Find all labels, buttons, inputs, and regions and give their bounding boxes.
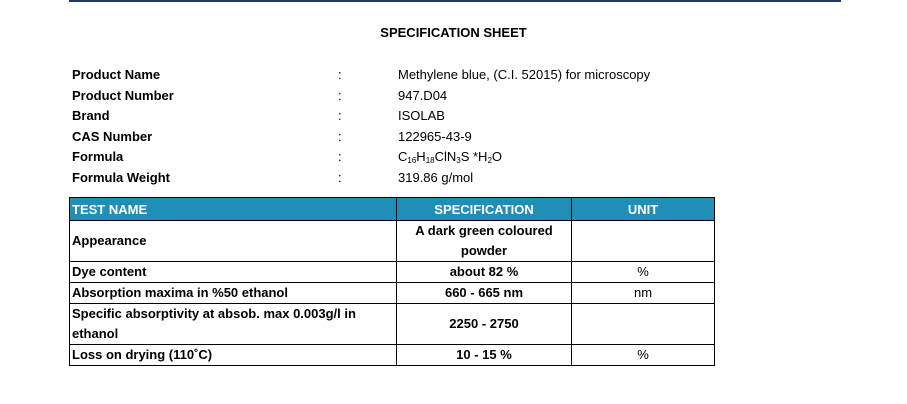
info-row-cas-number	[72, 127, 752, 148]
table-row	[70, 345, 715, 366]
info-colon: :	[338, 149, 342, 165]
info-row-product-number	[72, 86, 752, 107]
info-value: Methylene blue, (C.I. 52015) for microscopy	[398, 67, 651, 82]
info-label: CAS Number	[72, 128, 153, 144]
test-name-cell: Appearance	[70, 221, 397, 262]
info-value: 319.86 g/mol	[398, 169, 474, 185]
table-row	[70, 221, 715, 262]
unit-cell	[572, 221, 715, 262]
specification-table	[69, 197, 715, 366]
test-name-cell: Dye content	[70, 262, 397, 283]
product-info	[72, 65, 752, 189]
table-row	[70, 304, 715, 345]
table-row	[70, 262, 715, 283]
table-row	[70, 283, 715, 304]
unit-cell: %	[572, 345, 715, 366]
test-name-cell: Absorption maxima in %50 ethanol	[70, 283, 397, 304]
unit-cell: nm	[572, 283, 715, 304]
test-name-cell: Loss on drying (110˚C)	[70, 345, 397, 366]
header-unit: UNIT	[572, 198, 715, 221]
test-name-cell: Specific absorptivity at absob. max 0.003g/l in ethanol	[70, 304, 397, 345]
info-colon: :	[338, 169, 342, 185]
header-specification: SPECIFICATION	[397, 198, 572, 221]
info-colon: :	[338, 67, 342, 82]
header-test-name: TEST NAME	[70, 198, 397, 221]
info-label: Product Number	[72, 87, 174, 103]
info-value: 947.D04	[398, 87, 448, 103]
info-colon: :	[338, 128, 342, 144]
formula-value: $C_{16}H_{18}ClN_3S$ $*H_2O$	[398, 149, 503, 166]
info-row-formula	[72, 147, 752, 168]
info-label: Formula Weight	[72, 169, 170, 185]
unit-cell: %	[572, 262, 715, 283]
specification-cell: 660 - 665 nm	[397, 283, 572, 304]
info-row-formula-weight	[72, 168, 752, 189]
top-rule	[69, 0, 841, 2]
table-header-row	[70, 198, 715, 221]
info-label: Formula	[72, 149, 124, 165]
info-label: Brand	[72, 108, 110, 124]
specification-cell: about 82 %	[397, 262, 572, 283]
info-value: 122965-43-9	[398, 128, 472, 144]
specification-cell: A dark green coloured powder	[397, 221, 572, 262]
unit-cell	[572, 304, 715, 345]
info-colon: :	[338, 87, 342, 103]
specification-cell: 2250 - 2750	[397, 304, 572, 345]
info-value: ISOLAB	[398, 108, 445, 124]
specification-cell: 10 - 15 %	[397, 345, 572, 366]
info-colon: :	[338, 108, 342, 124]
info-row-product-name	[72, 65, 752, 86]
info-row-brand	[72, 106, 752, 127]
page-title: SPECIFICATION SHEET	[380, 25, 527, 40]
info-label: Product Name	[72, 67, 161, 82]
